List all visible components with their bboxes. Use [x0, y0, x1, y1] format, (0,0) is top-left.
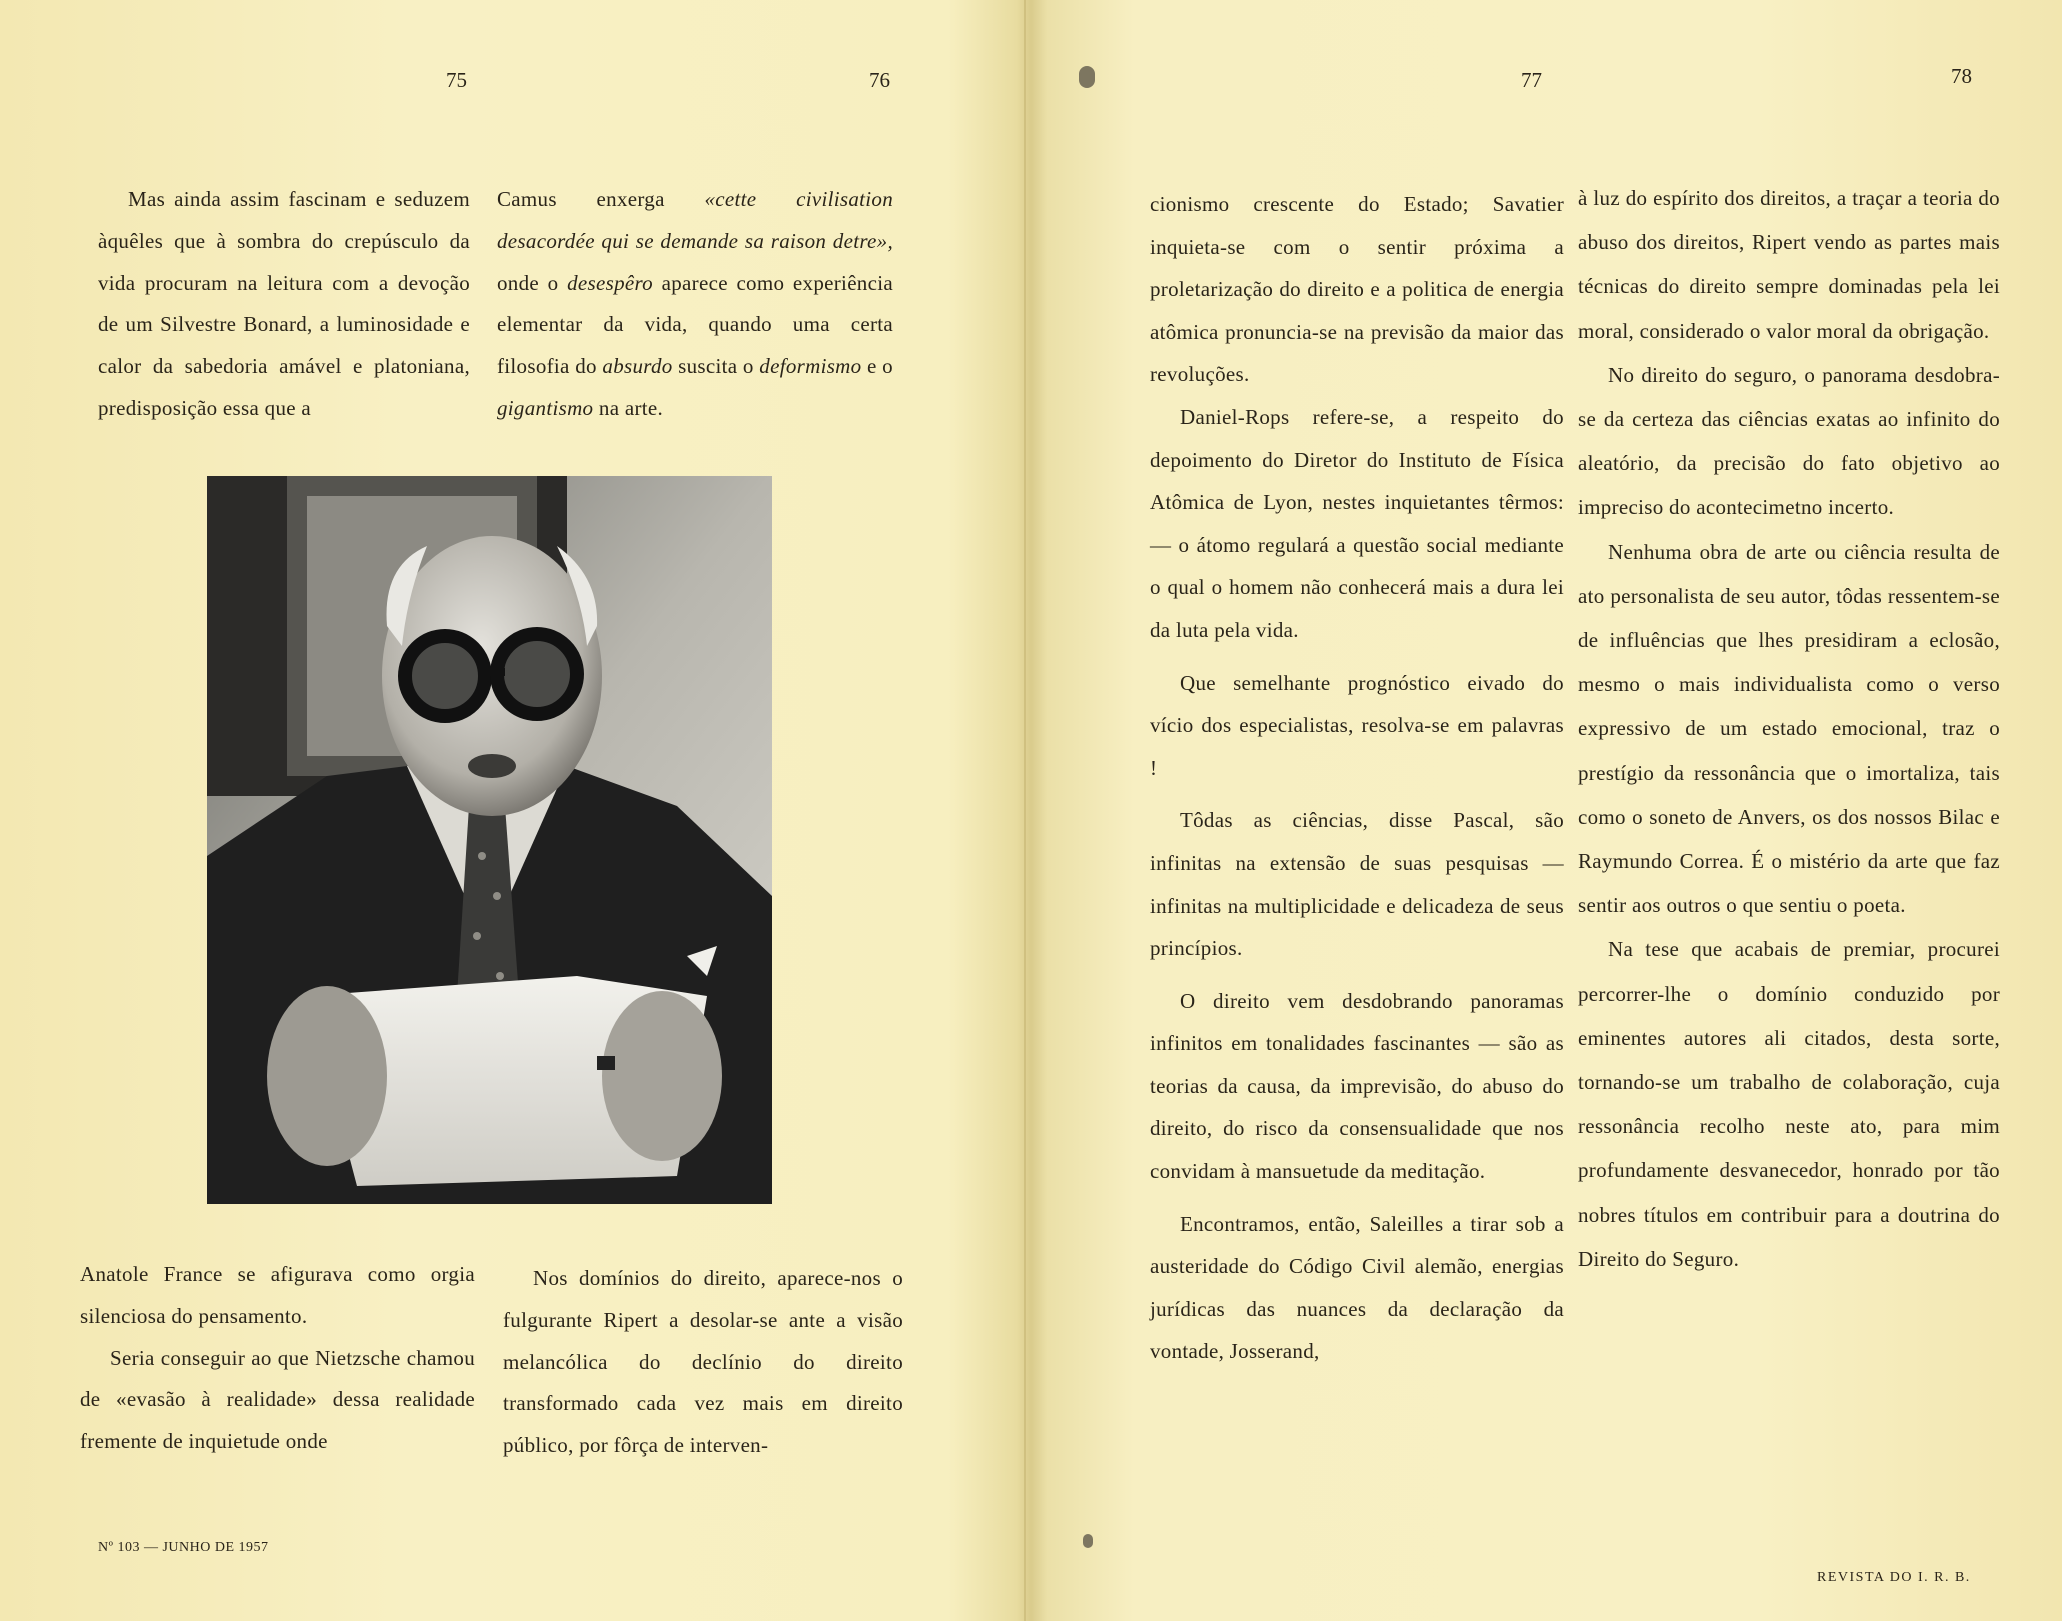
paragraph: O direito vem desdobrando panoramas infinitos em tonalidades fascinantes — são as teorias da causa, da imprevisão, do abuso do direito, do risco da consensualidade que nos convidam à mansuetude da meditação.: [1150, 988, 1564, 1184]
paragraph: Daniel-Rops refere-se, a respeito do depoimento do Diretor do Instituto de Física Atômica de Lyon, nestes inquietantes têrmos: — o átomo regulará a questão social mediante o qual o homem não conhecerá mais a dura lei da luta pela vida.: [1150, 404, 1564, 642]
staple-bottom: [1083, 1534, 1093, 1548]
paragraph: cionismo crescente do Estado; Savatier inquieta-se com o sentir próxima a proletarização do direito e a politica de energia atômica pronuncia-se na previsão da maior das revoluções.: [1150, 192, 1564, 387]
paragraph: Tôdas as ciências, disse Pascal, são infinitas na extensão de suas pesquisas — infinitas na multiplicidade e delicadeza de seus princípios.: [1150, 808, 1564, 961]
paragraph: Nos domínios do direito, aparece-nos o fulgurante Ripert a desolar-se ante a visão melancólica do declínio do direito transformado cada vez mais em direito público, por fôrça de interven-: [503, 1266, 903, 1458]
paragraph: Camus enxerga «cette civilisation desacordée qui se demande sa raison detre», onde o desespêro aparece como experiência elementar da vida, quando uma certa filosofia do absurdo suscita o deformismo e o gigantismo na arte.: [497, 187, 893, 420]
paragraph: Na tese que acabais de premiar, procurei percorrer-lhe o domínio conduzido por eminentes autores ali citados, desta sorte, tornando-se um trabalho de colaboração, cuja ressonância recolho neste ato, para mim profundamente desvanecedor, honrado por tão nobres títulos em contribuir para a doutrina do Direito do Seguro.: [1578, 937, 2000, 1271]
staple-top: [1079, 66, 1095, 88]
paragraph: No direito do seguro, o panorama desdobra-se da certeza das ciências exatas ao infinito do aleatório, da precisão do fato objetivo ao impreciso do acontecimetno incerto.: [1578, 362, 2000, 520]
paragraph: à luz do espírito dos direitos, a traçar a teoria do abuso dos direitos, Ripert vendo as partes mais técnicas do direito sempre dominadas pela lei moral, considerado o valor moral da obrigação.: [1578, 186, 2000, 343]
paragraph: Anatole France se afigurava como orgia silenciosa do pensamento.: [80, 1262, 475, 1328]
paragraph: Nenhuma obra de arte ou ciência resulta de ato personalista de seu autor, tôdas ressentem-se de influências que lhes presidiram a eclosão, mesmo o mais individualista como o verso expressivo de um estado emocional, traz o prestígio da ressonância que o imortaliza, tais como o soneto de Anvers, os dos nossos Bilac e Raymundo Correa. É o mistério da arte que faz sentir aos outros o que sentiu o poeta.: [1578, 539, 2000, 918]
page76-bottom-column: [503, 1258, 903, 1467]
page75-bottom-column: [80, 1254, 475, 1463]
footer-publication: REVISTA DO I. R. B.: [1817, 1570, 1971, 1585]
portrait-photo: [207, 476, 772, 1204]
page-number-78: 78: [1951, 64, 1972, 88]
page77-column: [1150, 183, 1564, 1373]
page-number-77: 77: [1521, 68, 1542, 92]
page-number-75: 75: [446, 68, 467, 92]
page76-top-column: [497, 179, 893, 430]
paragraph: Mas ainda assim fascinam e seduzem àquêles que à sombra do crepúsculo da vida procuram na leitura com a devoção de um Silvestre Bonard, a luminosidade e calor da sabedoria amável e platoniana, predisposição essa que a: [98, 187, 470, 420]
page-number-76: 76: [869, 68, 890, 92]
paragraph: Que semelhante prognóstico eivado do vício dos especialistas, resolva-se em palavras !: [1150, 670, 1564, 780]
page75-top-column: [98, 179, 470, 430]
center-gutter: [1024, 0, 1026, 1621]
paragraph: Encontramos, então, Saleilles a tirar sob a austeridade do Código Civil alemão, energias jurídicas das nuances da declaração da vontade, Josserand,: [1150, 1211, 1564, 1364]
paragraph: Seria conseguir ao que Nietzsche chamou de «evasão à realidade» dessa realidade fremente de inquietude onde: [80, 1345, 475, 1454]
page78-column: [1578, 176, 2000, 1281]
footer-issue-date: Nº 103 — JUNHO DE 1957: [98, 1540, 269, 1555]
